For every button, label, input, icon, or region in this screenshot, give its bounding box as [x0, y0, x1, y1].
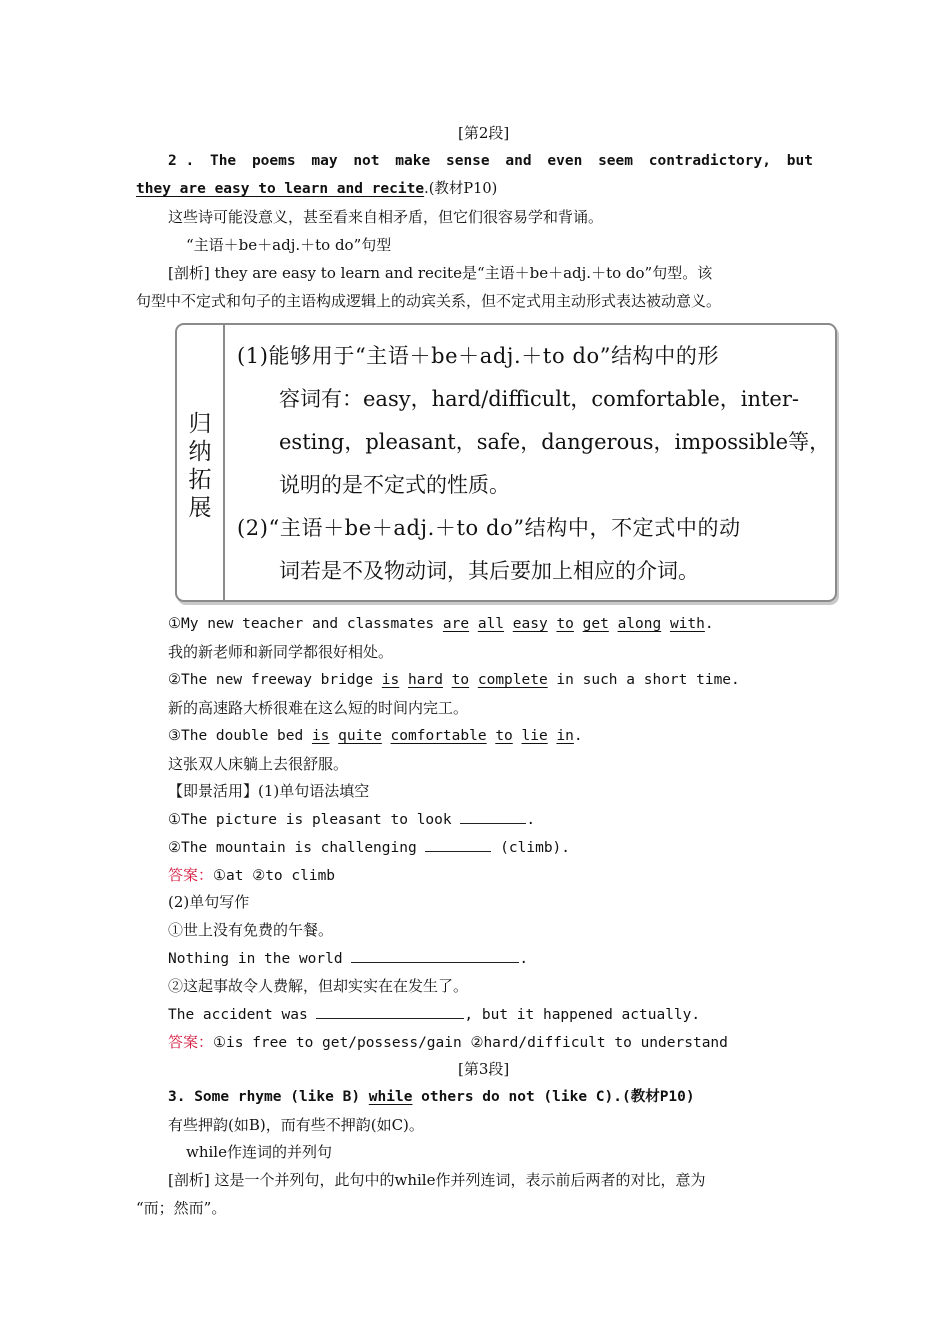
- practice-q2-end: (climb).: [491, 840, 571, 856]
- example-text: ①My new teacher and classmates: [168, 616, 443, 632]
- summary-box-label: 归纳拓展: [188, 411, 212, 521]
- sentence-2-word: may: [311, 153, 338, 169]
- section-3-header: [第3段]: [458, 1060, 510, 1078]
- example-underlined-word: in: [556, 728, 574, 744]
- example-underlined-word: is: [381, 672, 400, 688]
- example-2-translation: 新的高速路大桥很难在这么短的时间内完工。: [168, 699, 469, 717]
- answer-label-1: 答案：: [168, 866, 214, 884]
- summary-line-6: 词若是不及物动词，其后要加上相应的介词。: [279, 559, 699, 583]
- answer-label-2: 答案：: [168, 1033, 214, 1051]
- example-1-translation: 我的新老师和新同学都很好相处。: [168, 643, 394, 661]
- example-underlined-word: quite: [338, 728, 382, 744]
- sentence-2-analysis-line1: [剖析] they are easy to learn and recite是“主语＋be＋adj.＋to do”句型。该: [168, 264, 713, 282]
- practice-title: 【即景活用】(1)单句语法填空: [168, 782, 370, 800]
- example-underlined-word: along: [617, 616, 662, 632]
- sentence-2-translation: 这些诗可能没意义，甚至看来自相矛盾，但它们很容易学和背诵。: [168, 208, 604, 226]
- sentence-3-pattern: while作连词的并列句: [186, 1143, 332, 1161]
- sentence-2-line2: [136, 179, 497, 199]
- practice-q1: [168, 809, 535, 830]
- practice-q2-blank[interactable]: [425, 837, 491, 852]
- sentence-2-word: poems: [251, 153, 296, 169]
- answer-2-text: ①is free to get/possess/gain ②hard/difficult to understand: [213, 1035, 728, 1051]
- sentence-3-translation: 有些押韵(如B)，而有些不押韵(如C)。: [168, 1116, 424, 1134]
- section-2-header: [第2段]: [458, 124, 510, 142]
- writing-2-cn: ②这起事故令人费解，但却实实在在发生了。: [168, 977, 469, 995]
- practice-answer-1: [168, 865, 335, 886]
- example-underlined-word: easy: [512, 616, 548, 632]
- writing-1-cn: ①世上没有免费的午餐。: [168, 921, 334, 939]
- sentence-2-line1: [168, 151, 813, 171]
- sentence-3-analysis-line1: [剖析] 这是一个并列句，此句中的while作并列连词，表示前后两者的对比，意为: [168, 1171, 706, 1189]
- summary-line-1: (1)能够用于“主语＋be＋adj.＋to do”结构中的形: [237, 344, 720, 368]
- practice-answer-2: [168, 1032, 728, 1053]
- sentence-2-word: seem: [598, 153, 633, 169]
- sentence-2-word: and: [505, 153, 532, 169]
- writing-1-text: Nothing in the world: [168, 951, 352, 967]
- summary-line-5: (2)“主语＋be＋adj.＋to do”结构中，不定式中的动: [237, 516, 741, 540]
- writing-1-end: .: [519, 951, 529, 967]
- example-3-translation: 这张双人床躺上去很舒服。: [168, 755, 349, 773]
- writing-2-text: The accident was: [168, 1007, 317, 1023]
- example-underlined-word: lie: [521, 728, 548, 744]
- example-3: [168, 726, 583, 746]
- example-underlined-word: get: [582, 616, 609, 632]
- writing-2: [168, 1004, 700, 1025]
- sentence-2-analysis-line2: 句型中不定式和句子的主语构成逻辑上的动宾关系，但不定式用主动形式表达被动意义。: [136, 292, 722, 310]
- practice-q2-text: ②The mountain is challenging: [168, 840, 426, 856]
- sentence-3-while: while: [368, 1089, 413, 1105]
- writing-1-blank[interactable]: [351, 948, 519, 963]
- practice-q2: [168, 837, 570, 858]
- example-underlined-word: comfortable: [390, 728, 487, 744]
- example-text-end: .: [573, 728, 583, 744]
- sentence-2-source: .(教材P10): [424, 181, 498, 197]
- example-underlined-word: hard: [408, 672, 443, 688]
- sentence-2-pattern: “主语＋be＋adj.＋to do”句型: [186, 236, 392, 254]
- sentence-2-word: sense: [445, 153, 490, 169]
- example-text-end: in such a short time.: [547, 672, 740, 688]
- answer-1-text: ①at ②to climb: [213, 868, 336, 884]
- example-underlined-word: complete: [477, 672, 548, 688]
- sentence-2-underlined: they are easy to learn and recite: [136, 181, 425, 197]
- example-underlined-word: is: [311, 728, 330, 744]
- sentence-2-number: 2 .: [168, 153, 195, 169]
- sentence-2-word: not: [353, 153, 380, 169]
- example-underlined-word: to: [495, 728, 513, 744]
- example-text-end: .: [704, 616, 714, 632]
- example-underlined-word: all: [477, 616, 505, 632]
- sentence-3: [168, 1087, 695, 1107]
- summary-line-2: 容词有：easy，hard/difficult，comfortable，inter-: [279, 387, 799, 411]
- practice-q1-blank[interactable]: [460, 809, 526, 824]
- example-underlined-word: to: [556, 616, 574, 632]
- sentence-2-word: contradictory,: [648, 153, 771, 169]
- sentence-3-pre: 3. Some rhyme (like B): [168, 1089, 369, 1105]
- example-text: ②The new freeway bridge: [168, 672, 382, 688]
- practice-title-2: (2)单句写作: [168, 893, 250, 911]
- summary-line-3: esting，pleasant，safe，dangerous，impossible等，: [279, 430, 831, 454]
- sentence-2-word: make: [395, 153, 431, 169]
- example-underlined-word: to: [451, 672, 470, 688]
- example-text: ③The double bed: [168, 728, 312, 744]
- sentence-3-analysis-line2: “而；然而”。: [136, 1199, 227, 1217]
- sentence-3-post: others do not (like C).(教材P10): [412, 1089, 695, 1105]
- summary-line-4: 说明的是不定式的性质。: [279, 473, 510, 497]
- summary-box: [175, 323, 837, 602]
- example-underlined-word: with: [669, 616, 705, 632]
- example-2: [168, 670, 740, 690]
- example-underlined-word: are: [442, 616, 470, 632]
- sentence-2-word: The: [209, 153, 237, 169]
- summary-box-side: [177, 325, 225, 600]
- writing-2-end: , but it happened actually.: [464, 1007, 701, 1023]
- writing-2-blank[interactable]: [316, 1004, 464, 1019]
- writing-1: [168, 948, 528, 969]
- example-1: [168, 614, 714, 634]
- sentence-2-word: but: [786, 153, 813, 169]
- sentence-2-word: even: [547, 153, 583, 169]
- practice-q1-end: .: [526, 812, 536, 828]
- practice-q1-text: ①The picture is pleasant to look: [168, 812, 461, 828]
